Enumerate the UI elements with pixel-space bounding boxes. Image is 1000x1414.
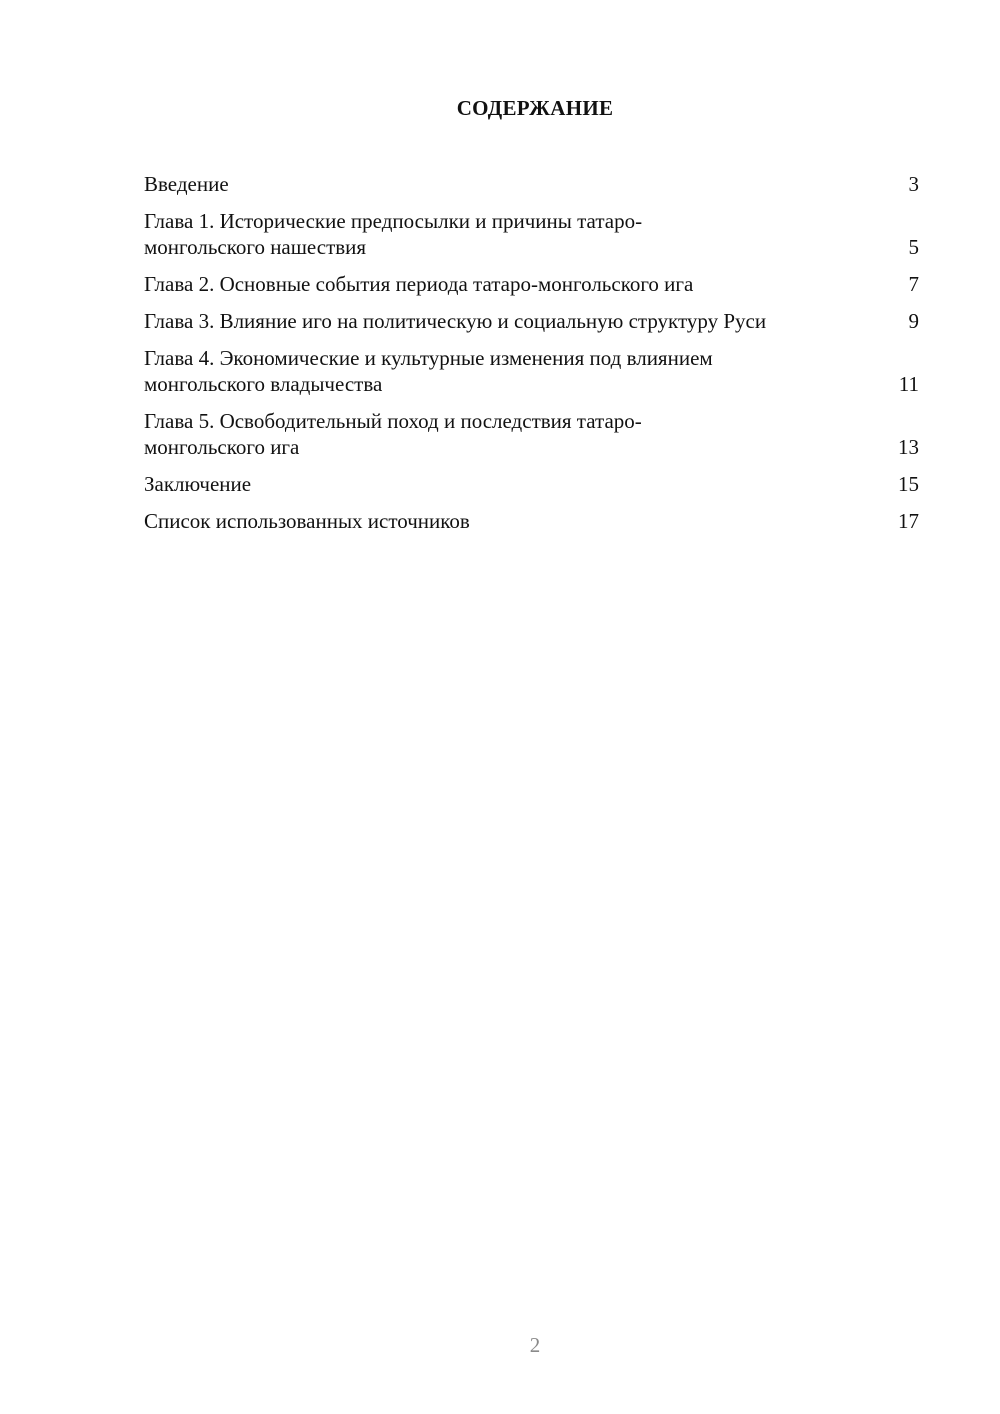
table-of-contents <box>144 171 919 545</box>
toc-entry-title: Глава 1. Исторические предпосылки и причины татаро-монгольского нашествия <box>144 209 643 259</box>
toc-entry-chapter-4 <box>144 345 919 397</box>
toc-entry-title: Введение <box>144 172 229 196</box>
toc-entry-title: Глава 4. Экономические и культурные изменения под влиянием монгольского владычества <box>144 346 713 396</box>
toc-entry-title: Заключение <box>144 472 252 496</box>
toc-entry-page: 13 <box>898 435 919 459</box>
toc-entry-page: 11 <box>898 372 919 396</box>
toc-entry-references <box>144 508 919 534</box>
page-title: СОДЕРЖАНИЕ <box>456 96 614 120</box>
page-number: 2 <box>529 1333 541 1357</box>
toc-entry-title: Глава 5. Освободительный поход и последствия татаро-монгольского ига <box>144 409 642 459</box>
toc-entry-chapter-2 <box>144 271 919 297</box>
toc-entry-chapter-3 <box>144 308 919 334</box>
toc-entry-title: Глава 3. Влияние иго на политическую и социальную структуру Руси <box>144 309 767 333</box>
toc-entry-title: Глава 2. Основные события периода татаро-монгольского ига <box>144 272 694 296</box>
toc-entry-page: 5 <box>908 235 919 259</box>
toc-entry-introduction <box>144 171 919 197</box>
toc-entry-page: 17 <box>898 509 919 533</box>
toc-entry-page: 15 <box>898 472 919 496</box>
toc-entry-conclusion <box>144 471 919 497</box>
toc-entry-page: 9 <box>908 309 919 333</box>
toc-entry-page: 3 <box>908 172 919 196</box>
toc-entry-page: 7 <box>908 272 919 296</box>
toc-entry-chapter-1 <box>144 208 919 260</box>
toc-entry-chapter-5 <box>144 408 919 460</box>
toc-entry-title: Список использованных источников <box>144 509 470 533</box>
